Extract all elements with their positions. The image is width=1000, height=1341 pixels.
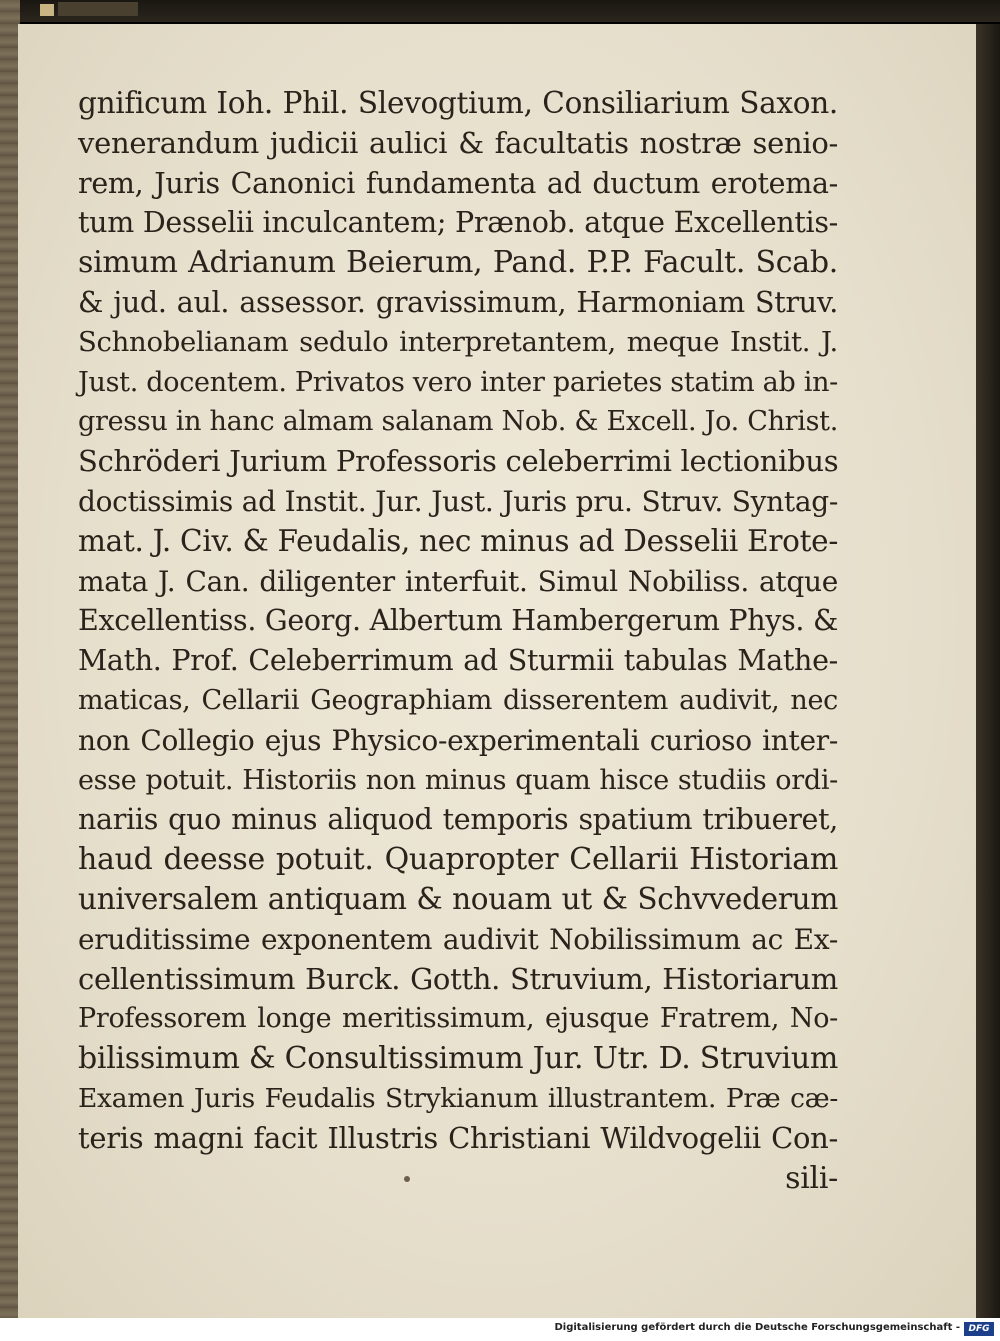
book-spine-edge: [0, 0, 20, 1318]
binding-tab: [58, 2, 138, 16]
page-mark: [404, 1176, 410, 1182]
footer-credit: Digitalisierung gefördert durch die Deutsche Forschungsgemeinschaft -: [554, 1322, 960, 1333]
dfg-logo-icon: DFG: [964, 1322, 994, 1336]
text-line: mat. J. Civ. & Feudalis, nec minus ad Desselii Erote-: [78, 523, 839, 558]
text-line: non Collegio ejus Physico-experimentali curioso inter-: [78, 723, 838, 757]
text-line: nariis quo minus aliquod temporis spatium tribueret,: [78, 803, 838, 837]
text-line: Excellentiss. Georg. Albertum Hambergerum Phys. &: [78, 604, 839, 638]
text-line: gnificum Ioh. Phil. Slevogtium, Consiliarium Saxon.: [78, 86, 838, 120]
binding-tab: [40, 4, 54, 16]
text-line: Math. Prof. Celeberrimum ad Sturmii tabulas Mathe-: [78, 644, 838, 678]
text-line: Just. docentem. Privatos vero inter parietes statim ab in-: [78, 366, 838, 398]
footer-bar: [0, 1318, 1000, 1341]
text-line: haud deesse potuit. Quapropter Cellarii Historiam: [78, 842, 838, 878]
text-line: simum Adrianum Beierum, Pand. P.P. Facult. Scab.: [78, 245, 838, 281]
page-body-text: [78, 84, 838, 1198]
binding-top-strip: [0, 0, 1000, 22]
text-line: Professorem longe meritissimum, ejusque Fratrem, No-: [78, 1003, 838, 1035]
text-line: esse potuit. Historiis non minus quam hisce studiis ordi-: [78, 764, 838, 796]
catchword: sili-: [785, 1160, 838, 1196]
text-line: rem, Juris Canonici fundamenta ad ductum erotema-: [78, 166, 838, 200]
text-line: doctissimis ad Instit. Jur. Just. Juris pru. Struv. Syntag-: [78, 484, 838, 518]
text-line: venerandum judicii aulici & facultatis nostræ senio-: [78, 125, 838, 160]
text-line: bilissimum & Consultissimum Jur. Utr. D. Struvium: [78, 1041, 838, 1077]
text-line: tum Desselii inculcantem; Prænob. atque Excellentis-: [78, 206, 838, 240]
text-line: & jud. aul. assessor. gravissimum, Harmoniam Struv.: [78, 285, 838, 319]
text-line: maticas, Cellarii Geographiam disserentem audivit, nec: [78, 684, 838, 716]
text-line: teris magni facit Illustris Christiani Wildvogelii Con-: [78, 1120, 838, 1155]
text-line: mata J. Can. diligenter interfuit. Simul Nobiliss. atque: [78, 564, 838, 598]
text-line: Schröderi Jurium Professoris celeberrimi lectionibus: [78, 444, 839, 479]
text-line: gressu in hanc almam salanam Nob. & Excell. Jo. Christ.: [78, 406, 838, 438]
text-line: Schnobelianam sedulo interpretantem, meque Instit. J.: [78, 325, 838, 358]
text-line: Examen Juris Feudalis Strykianum illustrantem. Præ cæ-: [78, 1082, 838, 1114]
text-line: eruditissime exponentem audivit Nobilissimum ac Ex-: [78, 922, 838, 956]
page-edge-shadow: [976, 24, 1000, 1318]
text-line: universalem antiquam & nouam ut & Schvvederum: [78, 881, 838, 916]
text-line: cellentissimum Burck. Gotth. Struvium, Historiarum: [78, 961, 838, 996]
